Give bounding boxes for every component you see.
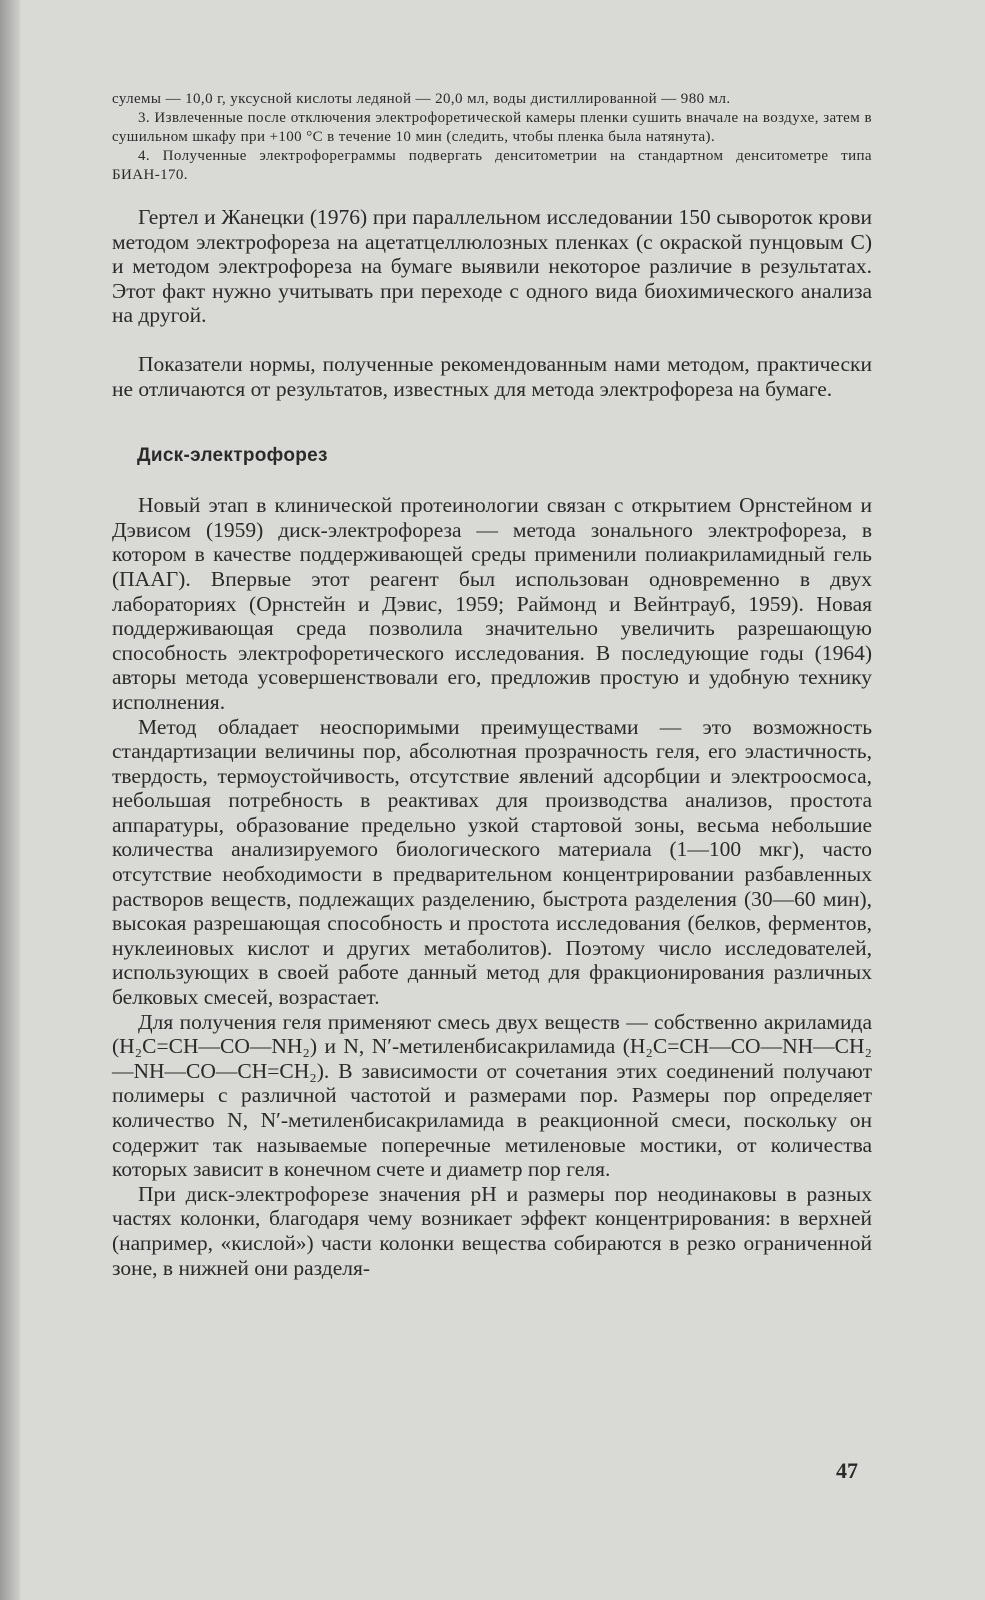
page-body: [112, 90, 872, 1280]
body-paragraph: При диск-электрофорезе значения pH и размеры пор неодинаковы в разных частях колонки, благодаря чему возникает эффект концентрирования: в верхней (например, «кислой») части колонки вещества собираются в резко ограниченной зоне, в нижней они разделя-: [112, 1181, 872, 1280]
notes-block: [112, 90, 872, 185]
body-paragraph: Показатели нормы, полученные рекомендованным нами методом, практически не отличаются от результатов, известных для метода электрофореза на бумаге.: [112, 351, 872, 401]
intro-block: [112, 205, 872, 401]
note-paragraph: сулемы — 10,0 г, уксусной кислоты ледяной — 20,0 мл, воды дистиллированной — 980 мл.: [112, 91, 731, 107]
note-paragraph: 4. Полученные электрофореграммы подвергать денситометрии на стандартном денситометре типа БИАН-170.: [112, 148, 872, 183]
body-paragraph: Новый этап в клинической протеинологии связан с открытием Орнстейном и Дэвисом (1959) диск-электрофореза — метода зонального электрофореза, в котором в качестве поддерживающей среды применили полиакриламидный гель (ПААГ). Впервые этот реагент был использован одновременно в двух лабораториях (Орнстейн и Дэвис, 1959; Раймонд и Вейнтрауб, 1959). Новая поддерживающая среда позволила значительно увеличить разрешающую способность электрофоретического исследования. В последующие годы (1964) авторы метода усовершенствовали его, предложив простую и удобную технику исполнения.: [112, 493, 872, 714]
book-spine-shadow: [0, 0, 20, 1600]
page-number: 47: [836, 1458, 858, 1483]
body-paragraph: Гертел и Жанецки (1976) при параллельном исследовании 150 сывороток крови методом электрофореза на ацетатцеллюлозных пленках (с окраской пунцовым С) и методом электрофореза на бумаге выявили некоторое различие в результатах. Этот факт нужно учитывать при переходе с одного вида биохимического анализа на другой.: [112, 205, 872, 328]
note-paragraph: 3. Извлеченные после отключения электрофоретической камеры пленки сушить вначале на воздухе, затем в сушильном шкафу при +100 °С в течение 10 мин (следить, чтобы пленка была натянута).: [112, 110, 872, 145]
section-block: [112, 493, 872, 1280]
body-paragraph: Для получения геля применяют смесь двух веществ — собственно акриламида (H₂C=CH—CO—NH₂) и N, N′-метиленбисакриламида (H₂C=CH—CO—NH—CH₂—NH—CO—CH=CH₂). В зависимости от сочетания этих соединений получают полимеры с различной частотой и размерами пор. Размеры пор определяет количество N, N′-метиленбисакриламида в реакционной смеси, поскольку он содержит так называемые поперечные метиленовые мостики, от количества которых зависит в конечном счете и диаметр пор геля.: [112, 1009, 872, 1182]
section-heading: Диск-электрофорез: [137, 445, 328, 467]
body-paragraph: Метод обладает неоспоримыми преимуществами — это возможность стандартизации величины пор, абсолютная прозрачность геля, его эластичность, твердость, термоустойчивость, отсутствие явлений адсорбции и электроосмоса, небольшая потребность в реактивах для производства анализов, простота аппаратуры, образование предельно узкой стартовой зоны, весьма небольшие количества анализируемого биологического материала (1—100 мкг), часто отсутствие необходимости в предварительном концентрировании разбавленных растворов веществ, подлежащих разделению, быстрота разделения (30—60 мин), высокая разрешающая способность и простота исследования (белков, ферментов, нуклеиновых кислот и других метаболитов). Поэтому число исследователей, использующих в своей работе данный метод для фракционирования различных белковых смесей, возрастает.: [112, 714, 872, 1010]
